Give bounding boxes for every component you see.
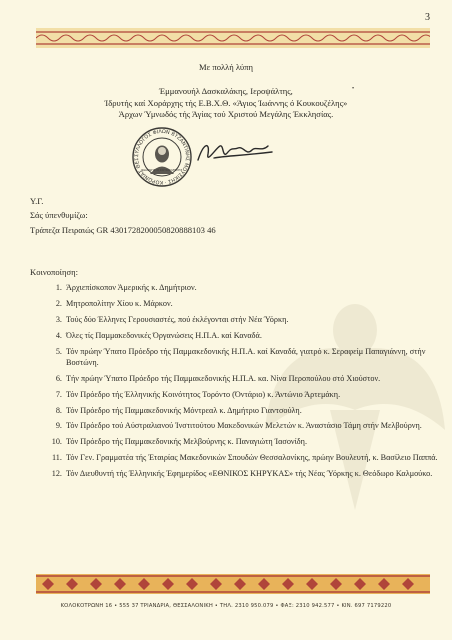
seal-ring-text: ΣΥΛΛΟΓΟΣ ΦΙΛΩΝ ΒΥΖΑΝΤΙΝΗΣ ΜΟΥΣΙΚΗΣ · ΚΟΡΩΝΙΑΣ ΘΕΣ [133,128,191,186]
recipient-item: 5. Τόν πρώην Ύπατο Πρόεδρο τής Παμμακεδονικής Η.Π.Α. καί Καναδά, γιατρό κ. Σεραφείμ Παπαγιάννη, στήν Βοστώνη. [64,346,444,369]
signer-role: Άρχων Ύμνωδός τής Άγίας τού Χριστού Μεγάλης Έκκλησίας. [118,109,334,119]
recipients-title: Κοινοποίηση: [30,267,78,277]
recipient-item: 3. Τούς δύο Έλληνες Γερουσιαστές, πού έκλέγονται στήν Νέα Ύόρκη. [64,314,444,325]
recipient-item: 7. Τόν Πρόεδρο τής Έλληνικής Κοινότητος Τορόντο (Όντάριο) κ. Άντώνιο Άρτεμάκη. [64,389,444,400]
recipient-item: 1. Άρχιεπίσκοπον Άμερικής κ. Δημήτριον. [64,282,444,293]
postscript-label: Υ.Γ. [30,196,44,206]
recipients-list [44,282,444,484]
postscript-reminder: Σάς ύπενθυμίζω: [30,210,88,220]
signature-block [0,86,452,121]
signer-title: Ίδρυτής καί Χοράρχης τής Ε.Β.Χ.Θ. «Άγιος Ίωάννης ό Κουκουζέλης» [104,97,348,108]
letterhead-footer: ΚΟΛΟΚΟΤΡΩΝΗ 16 • 555 37 ΤΡΙΑΝΔΡΙΑ, ΘΕΣΣΑΛΟΝΙΚΗ • ΤΗΛ. 2310 950.079 • ΦΑΞ: 2310 942.577 • ΚΙΝ. 697 7179220 [60,603,392,609]
ink-mark: • [352,86,355,92]
recipient-item: 9. Τόν Πρόεδρο τού Αύστραλιανού Ίνστιτούτου Μακεδονικών Μελετών κ. Άναστάσιο Τάμη στήν Μελβούρνη. [64,420,444,431]
page-number: 3 [425,12,430,23]
bottom-decorative-border [36,574,430,594]
recipient-item: 12. Τόν Διευθυντή τής Έλληνικής Έφημερίδος «ΕΘΝΙΚΟΣ ΚΗΡΥΚΑΣ» τής Νέας Ύόρκης κ. Θεόδωρο Καλμούκο. [64,468,444,479]
bank-account: Τράπεζα Πειραιώς GR 4301728200050820888103 46 [30,225,216,235]
recipient-item: 4. Όλες τίς Παμμακεδονικές Όργανώσεις Η.Π.Α. καί Καναδά. [64,330,444,341]
recipient-item: 6. Τήν πρώην Ύπατο Πρόεδρο τής Παμμακεδονικής Η.Π.Α. κα. Νίνα Περοπούλου στό Χιούστον. [64,373,444,384]
handwritten-signature [194,138,276,168]
recipient-item: 2. Μητροπολίτην Χίου κ. Μάρκον. [64,298,444,309]
closing-thanks: Με πολλή λύπη [198,62,254,72]
seal-center-text: ΙΩΑΝΝΗΣ Ο ΚΟΥΚΟΥΖΕΛΗΣ [141,168,183,172]
recipient-item: 8. Τόν Πρόεδρο τής Παμμακεδονικής Μόντρεαλ κ. Δημήτριο Γιαντσούλη. [64,405,444,416]
top-decorative-border [36,28,430,48]
recipient-item: 10. Τόν Πρόεδρο τής Παμμακεδονικής Μελβούρνης κ. Παναγιώτη Ίασονίδη. [64,436,444,447]
signer-name: Έμμανουήλ Δασκαλάκης, Ιεροψάλτης, [159,86,293,96]
association-seal [132,127,192,187]
recipient-item: 11. Τόν Γεν. Γραμματέα τής Έταιρίας Μακεδονικών Σπουδών Θεσσαλονίκης, πρώην Βουλευτή, κ. Βασίλειο Παππά. [64,452,444,463]
